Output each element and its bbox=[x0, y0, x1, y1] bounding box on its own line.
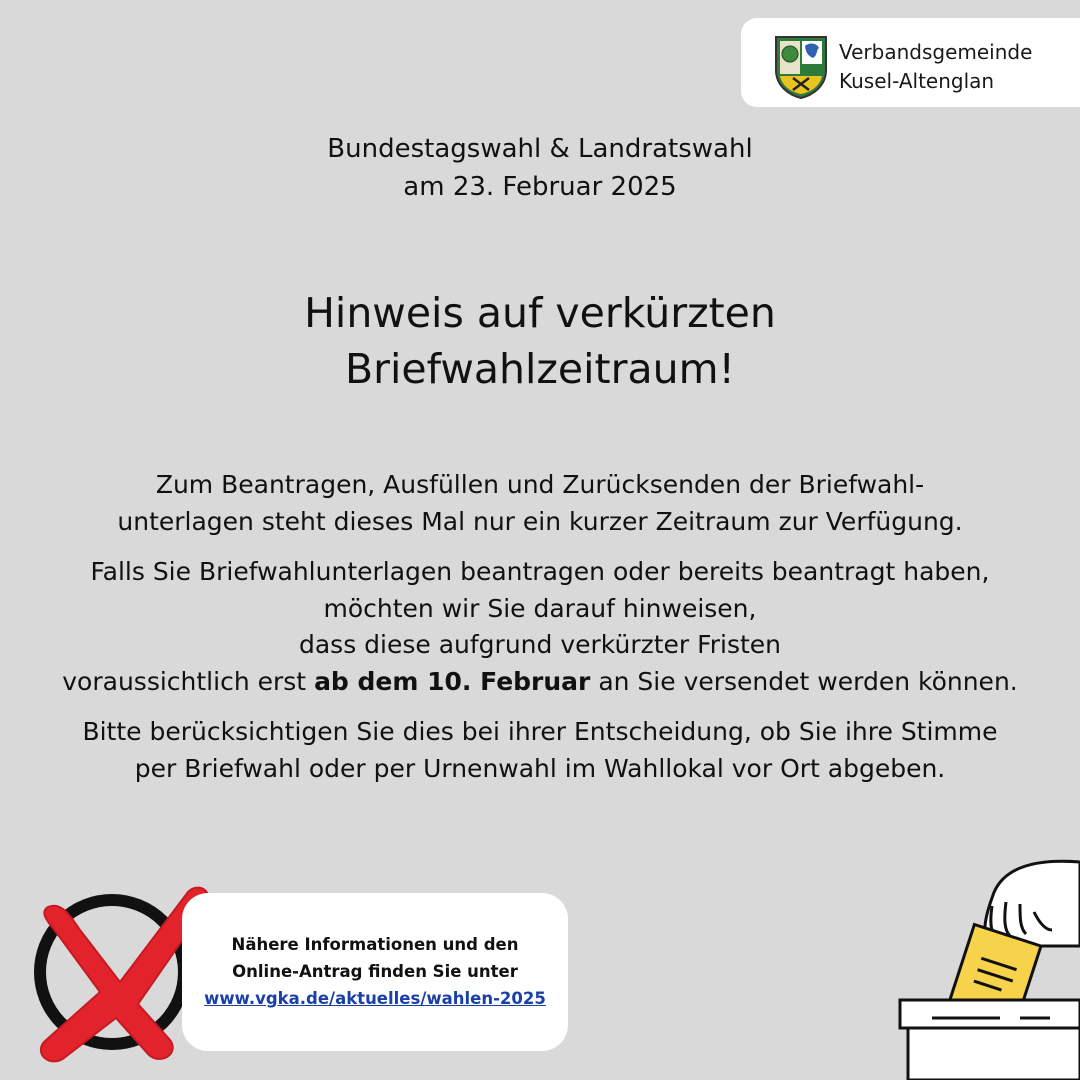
info-link[interactable]: www.vgka.de/aktuelles/wahlen-2025 bbox=[204, 989, 546, 1008]
info-line1: Nähere Informationen und den bbox=[231, 935, 519, 954]
p2-line1: Falls Sie Briefwahlunterlagen beantragen oder bereits beantragt haben, bbox=[90, 557, 990, 586]
page-title bbox=[0, 285, 1080, 397]
organization-name bbox=[839, 38, 1032, 96]
p2-line2: möchten wir Sie darauf hinweisen, bbox=[323, 593, 757, 623]
organization-logo-card bbox=[741, 18, 1080, 107]
election-headline bbox=[0, 130, 1080, 206]
deadline-date-bold: ab dem 10. Februar bbox=[314, 666, 591, 696]
coat-of-arms-icon bbox=[773, 34, 829, 100]
p3-line1: Bitte berücksichtigen Sie dies bei ihrer Entscheidung, ob Sie ihre Stimme bbox=[82, 717, 998, 746]
notice-paragraph-2 bbox=[0, 554, 1080, 700]
title-line2: Briefwahlzeitraum! bbox=[345, 345, 735, 393]
headline-line1: Bundestagswahl & Landratswahl bbox=[327, 134, 753, 164]
ballot-box-icon bbox=[880, 850, 1080, 1080]
notice-paragraph-1 bbox=[0, 467, 1080, 540]
p2-line4 bbox=[0, 664, 1080, 701]
p3-line2: per Briefwahl oder per Urnenwahl im Wahllokal vor Ort abgeben. bbox=[134, 753, 946, 783]
p2-line4-post: an Sie versendet werden können. bbox=[590, 666, 1018, 696]
headline-line2: am 23. Februar 2025 bbox=[403, 172, 677, 202]
info-card bbox=[182, 893, 568, 1051]
p1-line2: unterlagen steht dieses Mal nur ein kurzer Zeitraum zur Verfügung. bbox=[117, 506, 963, 536]
title-line1: Hinweis auf verkürzten bbox=[304, 289, 776, 337]
info-text bbox=[182, 931, 568, 1012]
p2-line3: dass diese aufgrund verkürzter Fristen bbox=[298, 630, 781, 659]
organization-name-line1: Verbandsgemeinde bbox=[839, 40, 1033, 64]
notice-body bbox=[0, 467, 1080, 787]
p2-line4-pre: voraussichtlich erst bbox=[62, 666, 315, 696]
info-line2: Online-Antrag finden Sie unter bbox=[232, 962, 518, 981]
p1-line1: Zum Beantragen, Ausfüllen und Zurücksenden der Briefwahl- bbox=[155, 470, 925, 499]
organization-name-line2: Kusel-Altenglan bbox=[839, 69, 995, 93]
notice-paragraph-3 bbox=[0, 714, 1080, 787]
